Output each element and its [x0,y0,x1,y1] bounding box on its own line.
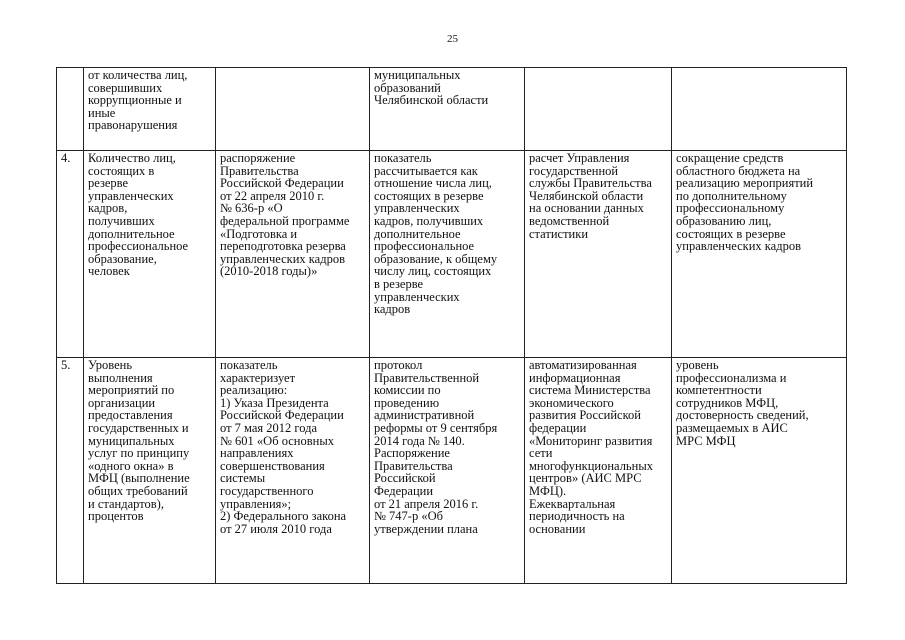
methodology-cell: протокол Правительственной комиссии по проведению административной реформы от 9 сентября 2014 года № 140. Распоряжение Правительства Российской Федерации от 21 апреля 2016 г. № 747-р «Об утверждении плана [370,358,525,584]
table-row [57,68,847,151]
data-source-cell [525,68,672,151]
page-number: 25 [447,33,458,45]
row-number: 5. [57,358,84,584]
data-source-cell: автоматизированная информационная система Министерства экономического развития Российской федерации «Мониторинг развития сети многофункциональных центров» (АИС МРС МФЦ). Ежеквартальная периодичность на основании [525,358,672,584]
indicator-cell: от количества лиц, совершивших коррупционные и иные правонарушения [84,68,216,151]
indicators-table [56,67,847,584]
legal-basis-cell: распоряжение Правительства Российской Федерации от 22 апреля 2010 г. № 636-р «О федеральной программе «Подготовка и переподготовка резерва управленческих кадров (2010-2018 годы)» [216,151,370,358]
table-row [57,151,847,358]
data-source-cell: расчет Управления государственной службы Правительства Челябинской области на основании данных ведомственной статистики [525,151,672,358]
methodology-cell: показатель рассчитывается как отношение числа лиц, состоящих в резерве управленческих кадров, получивших дополнительное профессиональное образование, к общему числу лиц, состоящих в резерве управленческих кадров [370,151,525,358]
table-row [57,358,847,584]
methodology-cell: муниципальных образований Челябинской области [370,68,525,151]
legal-basis-cell: показатель характеризует реализацию: 1) Указа Президента Российской Федерации от 7 мая 2012 года № 601 «Об основных направлениях совершенствования системы государственного управления»; 2) Федерального закона от 27 июля 2010 года [216,358,370,584]
row-number [57,68,84,151]
relation-cell: сокращение средств областного бюджета на реализацию мероприятий по дополнительному профессиональному образованию лиц, состоящих в резерве управленческих кадров [672,151,847,358]
indicator-cell: Количество лиц, состоящих в резерве управленческих кадров, получивших дополнительное профессиональное образование, человек [84,151,216,358]
relation-cell [672,68,847,151]
indicator-cell: Уровень выполнения мероприятий по организации предоставления государственных и муниципальных услуг по принципу «одного окна» в МФЦ (выполнение общих требований и стандартов), процентов [84,358,216,584]
row-number: 4. [57,151,84,358]
legal-basis-cell [216,68,370,151]
relation-cell: уровень профессионализма и компетентности сотрудников МФЦ, достоверность сведений, размещаемых в АИС МРС МФЦ [672,358,847,584]
